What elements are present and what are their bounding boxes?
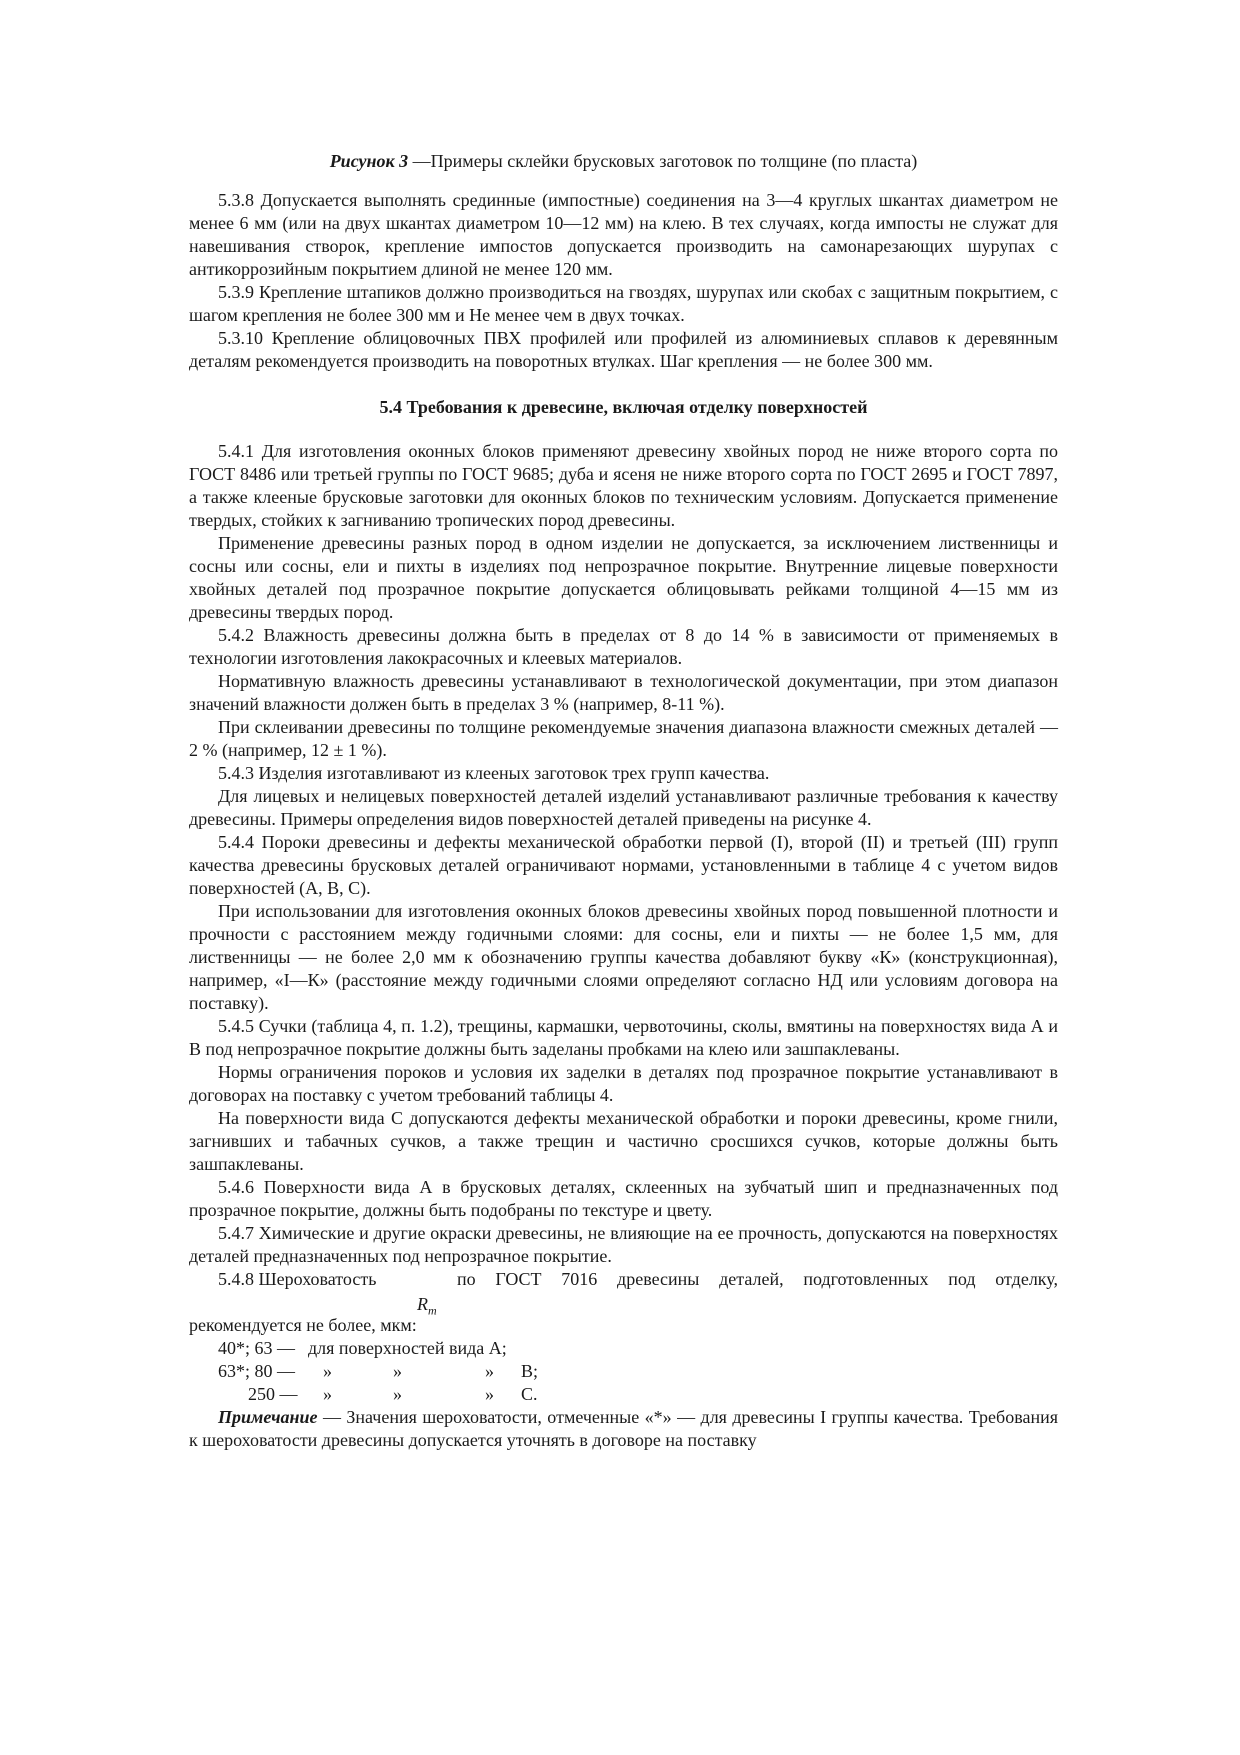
paragraph-5-4-6: 5.4.6 Поверхности вида А в брусковых деталях, склеенных на зубчатый шип и предназначенных под прозрачное покрытие, должны быть подобраны по текстуре и цвету. <box>189 1177 1058 1220</box>
paragraph-5-4-1-b: Применение древесины разных пород в одном изделии не допускается, за исключением лиственницы и сосны или сосны, ели и пихты в изделиях под непрозрачное покрытие. Внутренние лицевые поверхности хвойных деталей под прозрачное покрытие допускается облицовывать рейками толщиной 4—15 мм из древесины твердых пород. <box>189 533 1058 622</box>
paragraph-5-4-2-c: При склеивании древесины по толщине рекомендуемые значения диапазона влажности смежных деталей — 2 % (например, 12 ± 1 %). <box>189 717 1058 760</box>
ditto-mark: » <box>485 1361 494 1381</box>
note-label: Примечание <box>218 1407 318 1427</box>
paragraph-5-4-3-b: Для лицевых и нелицевых поверхностей деталей изделий устанавливают различные требования к качеству древесины. Примеры определения видов поверхностей деталей приведены на рисунке 4. <box>189 786 1058 829</box>
paragraph-5-4-1: 5.4.1 Для изготовления оконных блоков применяют древесину хвойных пород не ниже второго сорта по ГОСТ 8486 или третьей группы по ГОСТ 9685; дуба и ясеня не ниже второго сорта по ГОСТ 2695 и ГОСТ 7897, а также клееные брусковые заготовки для оконных блоков по техническим условиям. Допускается применение твердых, стойких к загниванию тропических пород древесины. <box>189 441 1058 530</box>
paragraph-5-4-4-b: При использовании для изготовления оконных блоков древесины хвойных пород повышенной плотности и прочности с расстоянием между годичными слоями: для сосны, ели и пихты — не более 1,5 мм, для лиственницы — не более 2,0 мм к обозначению группы качества добавляют букву «К» (конструкционная), например, «I—К» (расстояние между годичными слоями определяют согласно НД или условиям договора на поставку). <box>189 901 1058 1013</box>
figure-caption-text: —Примеры склейки брусковых заготовок по толщине (по пласта) <box>408 151 918 171</box>
paragraph-5-4-7: 5.4.7 Химические и другие окраски древесины, не влияющие на ее прочность, допускаются на поверхностях деталей предназначенных под непрозрачное покрытие. <box>189 1223 1058 1266</box>
figure-caption <box>189 150 1058 173</box>
ditto-mark: » <box>485 1384 494 1404</box>
surface-letter: С. <box>521 1384 538 1404</box>
note-text: — Значения шероховатости, отмеченные «*» — для древесины I группы качества. Требования к шероховатости древесины допускается уточнять в договоре на поставку <box>189 1407 1058 1450</box>
paragraph-5-4-8-rest: по ГОСТ 7016 древесины деталей, подготовленных под отделку, <box>457 1269 1058 1289</box>
paragraph-5-4-5: 5.4.5 Сучки (таблица 4, п. 1.2), трещины, кармашки, червоточины, сколы, вмятины на поверхностях вида А и В под непрозрачное покрытие должны быть заделаны пробками на клею или зашпаклеваны. <box>189 1016 1058 1059</box>
figure-caption-label: Рисунок 3 <box>329 151 409 171</box>
roughness-row <box>189 1383 1058 1406</box>
roughness-values-list <box>189 1337 1058 1406</box>
note-paragraph <box>189 1406 1058 1452</box>
paragraph-5-3-9: 5.3.9 Крепление штапиков должно производиться на гвоздях, шурупах или скобах с защитным покрытием, с шагом крепления не более 300 мм и Не менее чем в двух точках. <box>189 282 1058 325</box>
paragraph-5-4-5-b: Нормы ограничения пороков и условия их заделки в деталях под прозрачное покрытие устанавливают в договорах на поставку с учетом требований таблицы 4. <box>189 1062 1058 1105</box>
ditto-mark: » <box>393 1384 402 1404</box>
ditto-mark: » <box>393 1361 402 1381</box>
ditto-mark: » <box>323 1361 332 1381</box>
page-content <box>189 150 1058 1452</box>
roughness-symbol-subscript: m <box>428 1303 437 1318</box>
paragraph-5-3-8: 5.3.8 Допускается выполнять срединные (импостные) соединения на 3—4 круглых шкантах диаметром не менее 6 мм (или на двух шкантах диаметром 10—12 мм) на клею. В тех случаях, когда импосты не служат для навешивания створок, крепление импостов допускается производить на самонарезающих шурупах с антикоррозийным покрытием длиной не менее 120 мм. <box>189 190 1058 279</box>
roughness-symbol-letter: R <box>417 1294 428 1314</box>
roughness-row-text: для поверхностей вида А; <box>308 1338 507 1358</box>
roughness-row-values: 40*; 63 — <box>218 1338 296 1358</box>
paragraph-5-3-10: 5.3.10 Крепление облицовочных ПВХ профилей или профилей из алюминиевых сплавов к деревянным деталям рекомендуется производить на поворотных втулках. Шаг крепления — не более 300 мм. <box>189 328 1058 371</box>
paragraph-5-4-4: 5.4.4 Пороки древесины и дефекты механической обработки первой (I), второй (II) и третьей (III) групп качества древесины брусковых деталей ограничивают нормами, установленными в таблице 4 с учетом видов поверхностей (А, В, С). <box>189 832 1058 898</box>
paragraph-5-4-8-start: 5.4.8 Шероховатость <box>218 1269 377 1289</box>
paragraph-5-4-2: 5.4.2 Влажность древесины должна быть в пределах от 8 до 14 % в зависимости от применяемых в технологии изготовления лакокрасочных и клеевых материалов. <box>189 625 1058 668</box>
roughness-symbol <box>417 1293 437 1323</box>
paragraph-5-4-3: 5.4.3 Изделия изготавливают из клееных заготовок трех групп качества. <box>218 763 770 783</box>
paragraph-5-4-8 <box>189 1268 1058 1318</box>
paragraph-5-4-8-cont: рекомендуется не более, мкм: <box>189 1315 417 1335</box>
roughness-row <box>189 1337 1058 1360</box>
roughness-row-values: 63*; 80 — <box>218 1361 296 1381</box>
paragraph-5-4-5-c: На поверхности вида С допускаются дефекты механической обработки и пороки древесины, кроме гнили, загнивших и табачных сучков, а также трещин и частично сросшихся сучков, которые должны быть зашпаклеваны. <box>189 1108 1058 1174</box>
roughness-row <box>189 1360 1058 1383</box>
section-heading-5-4: 5.4 Требования к древесине, включая отделку поверхностей <box>379 397 868 417</box>
ditto-mark: » <box>323 1384 332 1404</box>
roughness-row-values: 250 — <box>248 1384 298 1404</box>
surface-letter: В; <box>521 1361 539 1381</box>
paragraph-5-4-2-b: Нормативную влажность древесины устанавливают в технологической документации, при этом диапазон значений влажности должен быть в пределах 3 % (например, 8-11 %). <box>189 671 1058 714</box>
